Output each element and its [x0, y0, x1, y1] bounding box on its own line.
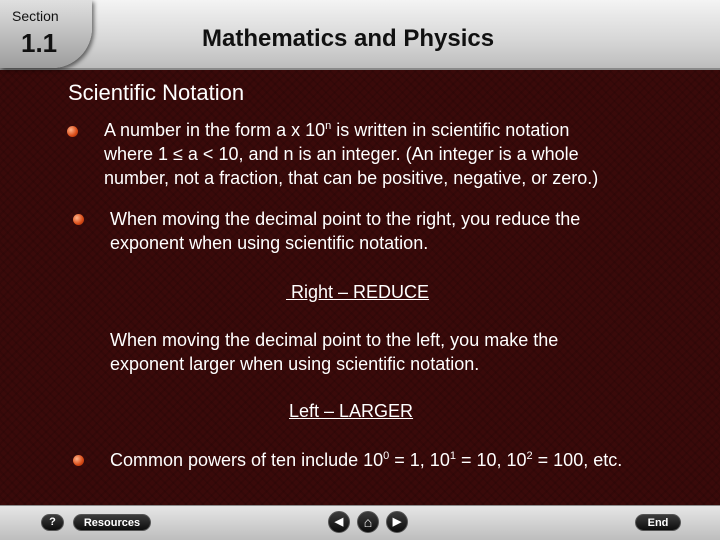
- header-title: Mathematics and Physics: [202, 25, 495, 52]
- end-button[interactable]: End: [635, 514, 681, 531]
- para1-line1-post: is written in scientific notation: [331, 120, 570, 140]
- home-button[interactable]: [357, 511, 379, 533]
- para4-part4: = 100, etc.: [532, 450, 623, 470]
- para2: When moving the decimal point to the right, you reduce the exponent when using scientific notation.: [110, 209, 581, 253]
- slide-title: Scientific Notation: [68, 80, 245, 105]
- header-bar: [0, 0, 720, 70]
- resources-button[interactable]: Resources: [73, 514, 151, 531]
- bullet-icon: [67, 126, 78, 137]
- para1-line3: number, not a fraction, that can be positive, negative, or zero.): [104, 168, 599, 188]
- help-icon: ?: [49, 516, 56, 528]
- home-icon: ⌂: [363, 514, 373, 530]
- next-arrow-icon: ▶: [392, 515, 402, 528]
- previous-arrow-icon: ◀: [334, 515, 344, 528]
- left-larger-link[interactable]: Left – LARGER: [289, 401, 414, 421]
- para1-line1-pre: A number in the form a x 10: [104, 120, 326, 140]
- bullet-icon: [73, 455, 84, 466]
- para4-part3: = 10, 10: [455, 450, 527, 470]
- para4-exp3: 2: [526, 450, 533, 462]
- footer-bar: [0, 505, 720, 540]
- para3: When moving the decimal point to the left, you make the exponent larger when using scientific notation.: [110, 330, 559, 374]
- right-reduce-link[interactable]: Right – REDUCE: [286, 282, 430, 302]
- para4-exp2: 1: [449, 450, 456, 462]
- para4-part2: = 1, 10: [389, 450, 450, 470]
- para1-line2: where 1 ≤ a < 10, and n is an integer. (An integer is a whole: [104, 144, 579, 164]
- next-button[interactable]: [386, 511, 408, 533]
- para1-exponent: n: [325, 120, 332, 132]
- para4-exp1: 0: [383, 450, 390, 462]
- help-button[interactable]: [41, 514, 64, 531]
- para1-line1: [104, 118, 569, 142]
- para4-part1: Common powers of ten include 10: [110, 450, 384, 470]
- para4: [110, 448, 622, 472]
- previous-button[interactable]: [328, 511, 350, 533]
- section-tab: [0, 0, 92, 68]
- section-label: Section: [12, 8, 59, 24]
- bullet-icon: [73, 214, 84, 225]
- section-number: 1.1: [21, 28, 58, 58]
